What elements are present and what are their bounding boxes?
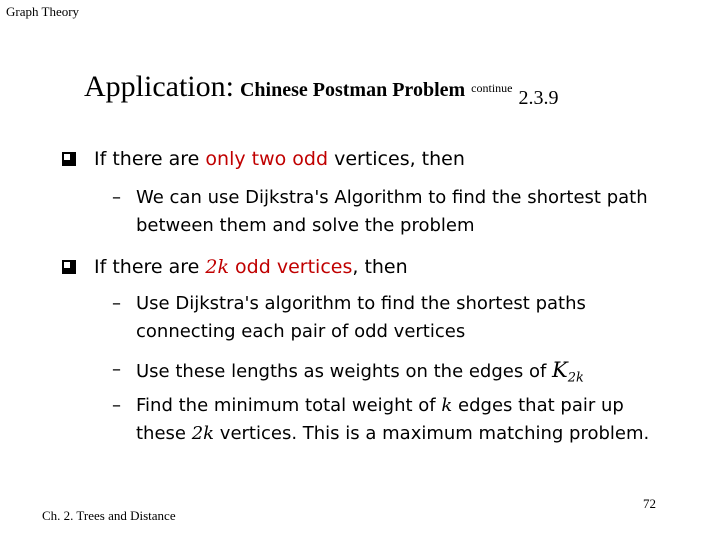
sub-item-mid: edges that pair up these	[136, 395, 624, 444]
bullet-1-highlight: only two odd	[205, 148, 329, 170]
bullet-1-suffix: vertices, then	[328, 148, 465, 170]
dash-bullet-icon: –	[112, 395, 121, 416]
math-k-subscript: 2k	[567, 370, 584, 386]
bullet-2-prefix: If there are	[94, 256, 206, 278]
math-2k: 2k	[191, 423, 215, 444]
sub-item-post: vertices. This is a maximum matching problem.	[214, 423, 650, 444]
checkbox-bullet-icon	[62, 152, 76, 166]
bullet-1	[62, 146, 465, 172]
bullet-2-math: 2k	[205, 256, 230, 278]
sub-item-2-2	[112, 356, 676, 393]
bullet-2	[62, 254, 408, 280]
sub-item-text	[136, 356, 676, 393]
sub-item-1-1	[112, 184, 676, 240]
sub-item-text-prefix: Use these lengths as weights on the edges of	[136, 361, 553, 382]
sub-item-text: We can use Dijkstra's Algorithm to find the shortest path between them and solve the problem	[136, 187, 648, 236]
math-k: k	[441, 395, 453, 416]
title-continue: continue	[471, 81, 513, 95]
sub-item-pre: Find the minimum total weight of	[136, 395, 442, 416]
footer-chapter: Ch. 2. Trees and Distance	[42, 508, 176, 523]
title-main: Application:	[84, 70, 234, 103]
checkbox-bullet-icon	[62, 260, 76, 274]
slide-title	[84, 70, 559, 109]
title-section-number: 2.3.9	[518, 87, 559, 109]
bullet-2-suffix: , then	[352, 256, 408, 278]
sub-item-text	[136, 392, 676, 448]
page-number: 72	[643, 496, 656, 511]
bullet-2-highlight: odd vertices	[229, 256, 353, 278]
dash-bullet-icon: –	[112, 187, 121, 208]
bullet-1-prefix: If there are	[94, 148, 206, 170]
sub-item-text: Use Dijkstra's algorithm to find the shortest paths connecting each pair of odd vertices	[136, 293, 586, 342]
dash-bullet-icon: –	[112, 359, 121, 380]
math-k-base: K	[552, 358, 568, 382]
title-subtitle: Chinese Postman Problem	[239, 79, 466, 101]
sub-item-2-1	[112, 290, 676, 346]
dash-bullet-icon: –	[112, 293, 121, 314]
sub-item-2-3	[112, 392, 676, 448]
header-label: Graph Theory	[6, 4, 80, 19]
